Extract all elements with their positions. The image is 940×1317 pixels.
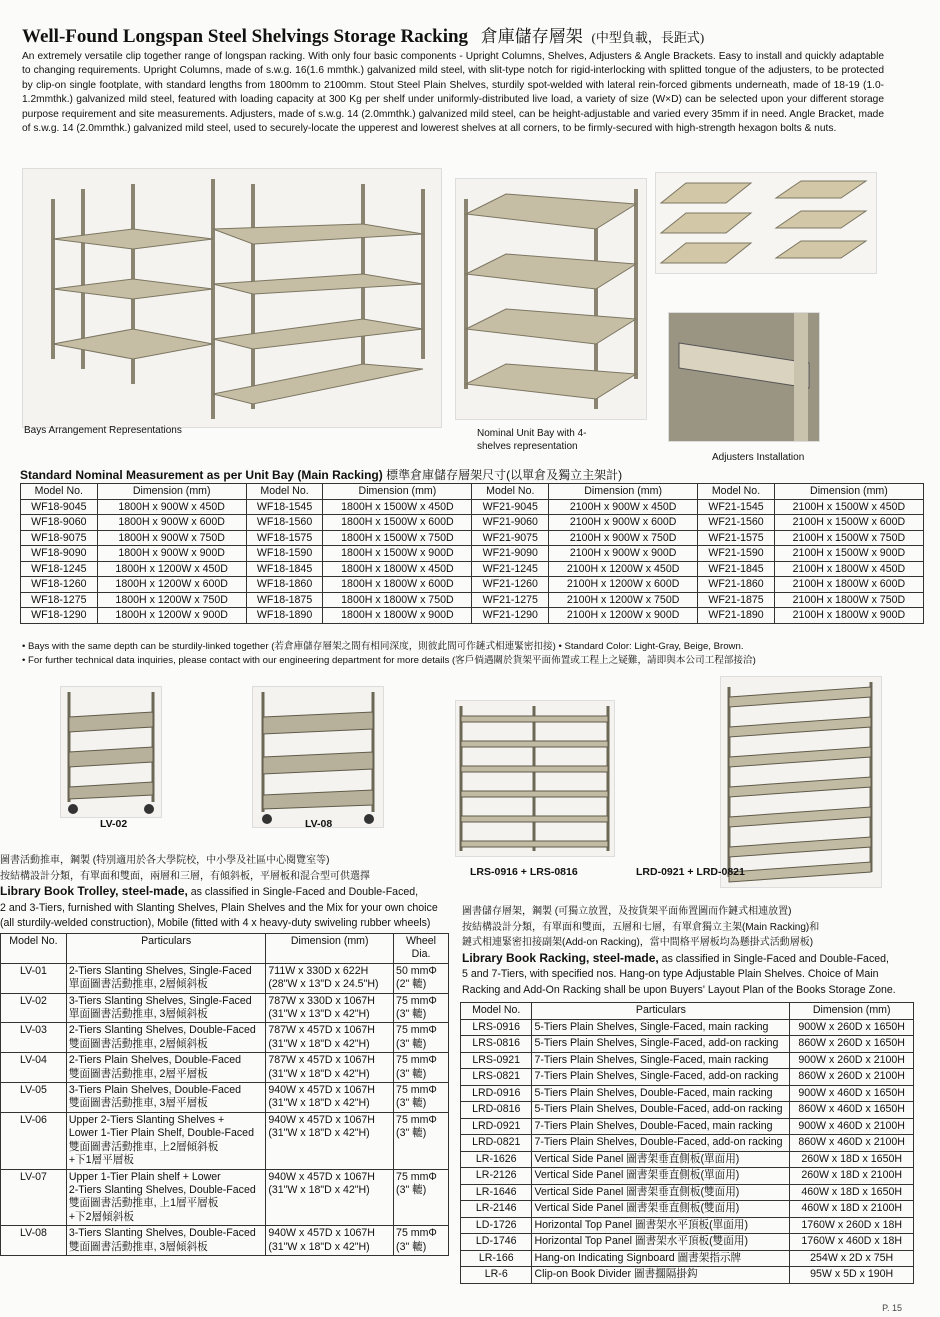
dimension-cell: 2100H x 900W x 750D (549, 530, 698, 546)
particulars-cell: Vertical Side Panel 圖書架垂直側板(雙面用) (532, 1201, 790, 1218)
table-row (1, 1053, 449, 1083)
table-row (21, 499, 924, 515)
dimension-mm: 940W x 457D x 1067H (268, 1170, 375, 1183)
wheel-cell (394, 1083, 449, 1113)
dimension-cell (266, 993, 394, 1023)
lv08-label: LV-08 (305, 818, 333, 830)
model-no-cell: LRS-0921 (461, 1052, 532, 1069)
wheel-cell (394, 1053, 449, 1083)
model-no-cell: WF21-1590 (698, 546, 775, 562)
wheel-cell (394, 1169, 449, 1226)
table-row (1, 1083, 449, 1113)
table-row (21, 592, 924, 608)
particulars-cell: 7-Tiers Plain Shelves, Single-Faced, add-on racking (532, 1069, 790, 1086)
model-no-cell: LRD-0916 (461, 1085, 532, 1102)
library-cn: 圖書儲存層架，鋼製 (可獨立放置，及按貨架平面佈置圖而作鏈式相連放置) (462, 906, 792, 917)
dimension-cell: 1800H x 1800W x 450D (323, 561, 472, 577)
std-header-cell: Model No. (21, 484, 98, 500)
std-header-cell: Model No. (246, 484, 323, 500)
std-header-cell: Model No. (698, 484, 775, 500)
particulars-cn: 單面圖書活動推車, 2層傾斜板 (68, 978, 208, 991)
dimension-cell: 900W x 260D x 2100H (790, 1052, 914, 1069)
intro-paragraph: An extremely versatile clip together range of longspan racking. With only four basic components - Upright Columns, Shelves, Adjusters & Angle Brackets. Easy to install and quickly adaptable to changing requirements. Upright Columns, made of s.w.g. 16(1.6 mmthk.) galvanized mild steel, with slit-type notch for rigid-interlocking with splitted tongue of the adjusters, to be protected by clip-on single footplate, with standard lengths from 1800mm to 2100mm. Stout Steel Plain Shelves, sturdily spot-welded with lateral rein-forced gibments underneath, made of 18-19 (1.0-1.2mmthk.) galvanized mild steel, featured with loading capacity at 300 Kg per shelf under uniformly-distributed live load, a variety of size (W×D) can be selected upon your different storage purpose requirement and site measurements. Adjusters, made of s.w.g. 14 (2.0mmthk.) galvanized mild steel, can be height-adjustable and varied every 35mm if in need. Angle Bracket, made of s.w.g. 14 (2.0mmthk.) galvanized mild steel, used to securely-locate the upperest and lowerest shelves at all corners, to be firmly-secured with high-strength hexagon bolts & nuts. (22, 51, 884, 135)
model-no-cell: WF18-9090 (21, 546, 98, 562)
particulars-cell: 5-Tiers Plain Shelves, Double-Faced, main racking (532, 1085, 790, 1102)
particulars-en2: Lower 1-Tier Plain Shelf, Double-Faced (68, 1127, 254, 1140)
std-header-cell: Model No. (472, 484, 549, 500)
particulars-cell: Horizontal Top Panel 圖書架水平頂板(單面用) (532, 1217, 790, 1234)
particulars-cell (66, 1053, 265, 1083)
dimension-cell (266, 1083, 394, 1113)
model-no-cell: LD-1726 (461, 1217, 532, 1234)
trolley-cn2: 按結構設計分類，有單面和雙面，兩層和三層，有傾斜板，平層板和混合型可供選擇 (0, 870, 370, 882)
particulars-cell (66, 1023, 265, 1053)
model-no-cell: WF18-1590 (246, 546, 323, 562)
particulars-en: 2-Tiers Slanting Shelves, Single-Faced (68, 964, 252, 977)
particulars-cell (66, 1112, 265, 1169)
dimension-cell: 2100H x 900W x 600D (549, 515, 698, 531)
adjusters-photo (668, 312, 820, 442)
lrs-label: LRS-0916 + LRS-0816 (470, 866, 578, 878)
wheel-cell (394, 993, 449, 1023)
dimension-cell: 2100H x 1500W x 450D (774, 499, 923, 515)
table-row (461, 1217, 914, 1234)
dimension-cell: 1800H x 1200W x 900D (97, 608, 246, 624)
title-cn-sub: (中型負載，長距式) (591, 30, 705, 45)
table-row (461, 1135, 914, 1152)
model-no-cell: WF21-1275 (472, 592, 549, 608)
model-no-cell: WF21-9090 (472, 546, 549, 562)
model-no-cell: WF18-1560 (246, 515, 323, 531)
particulars-cell (66, 1083, 265, 1113)
standard-measurement-table (20, 483, 924, 624)
dimension-cell: 1800H x 1500W x 750D (323, 530, 472, 546)
wheel-mm: 75 mmΦ (396, 1227, 437, 1240)
shelf-components-photo (655, 172, 877, 274)
lrs-racking-photo (455, 700, 615, 857)
dimension-mm: 940W x 457D x 1067H (268, 1084, 375, 1097)
dimension-cell: 860W x 260D x 2100H (790, 1069, 914, 1086)
dimension-inch: (31"W x 18"D x 42"H) (268, 1127, 370, 1140)
dimension-mm: 940W x 457D x 1067H (268, 1227, 375, 1240)
dimension-cell: 1800H x 1500W x 450D (323, 499, 472, 515)
model-no-cell: WF18-9045 (21, 499, 98, 515)
wheel-cell (394, 1226, 449, 1256)
table-row (461, 1019, 914, 1036)
particulars-cn: 雙面圖書活動推車, 上1層平層板 (68, 1197, 219, 1210)
particulars-cell: 5-Tiers Plain Shelves, Double-Faced, add-on racking (532, 1102, 790, 1119)
dimension-cell: 2100H x 1800W x 600D (774, 577, 923, 593)
dimension-cell: 2100H x 1200W x 450D (549, 561, 698, 577)
wheel-mm: 75 mmΦ (396, 1084, 437, 1097)
particulars-en: 3-Tiers Plain Shelves, Double-Faced (68, 1084, 242, 1097)
particulars-cn: 雙面圖書活動推車, 3層傾斜板 (68, 1240, 208, 1253)
model-no-cell: WF21-9075 (472, 530, 549, 546)
particulars-cell: Clip-on Book Divider 圖書擱隔掛鈎 (532, 1267, 790, 1284)
std-heading-en: Standard Nominal Measurement as per Unit Bay (Main Racking) (20, 468, 383, 482)
dimension-cell: 1800H x 1500W x 900D (323, 546, 472, 562)
std-note-1: • Bays with the same depth can be sturdily-linked together (若倉庫儲存層架之間有相同深度，則彼此間可作鏈式相連緊密扣接) • Standard Color: Light-Gray, Beige, Brown. (22, 641, 744, 652)
trolley-header-cell: Model No. (1, 934, 67, 964)
library-description (462, 904, 912, 999)
dimension-mm: 711W x 330D x 622H (268, 964, 369, 977)
dimension-cell: 860W x 460D x 2100H (790, 1135, 914, 1152)
dimension-cell: 1800H x 900W x 450D (97, 499, 246, 515)
particulars-cell (66, 1226, 265, 1256)
table-row (461, 1168, 914, 1185)
std-header-cell: Dimension (mm) (549, 484, 698, 500)
dimension-cell: 2100H x 1200W x 900D (549, 608, 698, 624)
table-row (21, 546, 924, 562)
wheel-mm: 75 mmΦ (396, 1170, 437, 1183)
dimension-cell: 2100H x 1800W x 450D (774, 561, 923, 577)
wheel-inch: (3" 轆) (396, 1067, 427, 1080)
dimension-cell: 1800H x 900W x 750D (97, 530, 246, 546)
table-row (21, 530, 924, 546)
particulars-cn2: +下1層平層板 (68, 1154, 134, 1167)
trolley-table (0, 933, 449, 1256)
dimension-mm: 787W x 457D x 1067H (268, 1054, 375, 1067)
model-no-cell: WF18-1575 (246, 530, 323, 546)
table-row (1, 963, 449, 993)
trolley-header-cell: Particulars (66, 934, 265, 964)
particulars-cn: 雙面圖書活動推車, 上2層傾斜板 (68, 1140, 219, 1153)
model-no-cell: WF21-1560 (698, 515, 775, 531)
trolley-heading: Library Book Trolley, steel-made, (0, 884, 188, 899)
wheel-inch: (3" 轆) (396, 1127, 427, 1140)
trolley-line3: (all sturdily-welded construction), Mobile (fitted with 4 x heavy-duty swiveling rubber wheels) (0, 917, 431, 930)
wheel-inch: (3" 轆) (396, 1183, 427, 1196)
dimension-cell: 95W x 5D x 190H (790, 1267, 914, 1284)
model-no-cell: WF18-1260 (21, 577, 98, 593)
model-no-cell: LRD-0821 (461, 1135, 532, 1152)
dimension-inch: (31"W x 18"D x 42"H) (268, 1097, 370, 1110)
model-no-cell: LV-04 (1, 1053, 67, 1083)
page-title (22, 22, 704, 48)
particulars-cell: 7-Tiers Plain Shelves, Single-Faced, main racking (532, 1052, 790, 1069)
model-no-cell: WF18-1245 (21, 561, 98, 577)
model-no-cell: WF21-9045 (472, 499, 549, 515)
model-no-cell: LRS-0816 (461, 1036, 532, 1053)
dimension-cell: 1800H x 900W x 600D (97, 515, 246, 531)
dimension-cell: 2100H x 1500W x 600D (774, 515, 923, 531)
wheel-mm: 50 mmΦ (396, 964, 437, 977)
std-heading-cn: 標準倉庫儲存層架尺寸(以單倉及獨立主架計) (386, 468, 623, 482)
table-row (1, 1112, 449, 1169)
particulars-en: Upper 2-Tiers Slanting Shelves + (68, 1113, 225, 1126)
model-no-cell: LR-1646 (461, 1184, 532, 1201)
particulars-en: 2-Tiers Plain Shelves, Double-Faced (68, 1054, 242, 1067)
table-row (21, 561, 924, 577)
dimension-cell: 860W x 260D x 1650H (790, 1036, 914, 1053)
dimension-cell: 1800H x 1800W x 600D (323, 577, 472, 593)
title-en: Well-Found Longspan Steel Shelvings Storage Racking (22, 26, 469, 47)
particulars-en: 2-Tiers Slanting Shelves, Double-Faced (68, 1024, 256, 1037)
particulars-cell: 5-Tiers Plain Shelves, Single-Faced, main racking (532, 1019, 790, 1036)
dimension-cell: 2100H x 1200W x 600D (549, 577, 698, 593)
wheel-inch: (3" 轆) (396, 1097, 427, 1110)
particulars-cell: 5-Tiers Plain Shelves, Single-Faced, add-on racking (532, 1036, 790, 1053)
library-line1-text: as classified in Single-Faced and Double-Faced, (658, 952, 889, 965)
model-no-cell: WF21-1875 (698, 592, 775, 608)
dimension-inch: (28"W x 13"D x 24.5"H) (268, 978, 379, 991)
dimension-mm: 787W x 457D x 1067H (268, 1024, 375, 1037)
model-no-cell: WF21-1890 (698, 608, 775, 624)
table-row (461, 1036, 914, 1053)
dimension-cell (266, 1169, 394, 1226)
dimension-cell (266, 1023, 394, 1053)
model-no-cell: LR-166 (461, 1250, 532, 1267)
dimension-inch: (31"W x 18"D x 42"H) (268, 1240, 370, 1253)
model-no-cell: WF21-1545 (698, 499, 775, 515)
trolley-description (0, 853, 452, 932)
std-header-cell: Dimension (mm) (97, 484, 246, 500)
model-no-cell: LV-08 (1, 1226, 67, 1256)
dimension-cell (266, 1053, 394, 1083)
nominal-unit-bay-photo (455, 178, 647, 420)
library-racking-table (460, 1002, 914, 1284)
particulars-cn: 雙面圖書活動推車, 3層平層板 (68, 1097, 208, 1110)
table-row (21, 608, 924, 624)
dimension-cell: 460W x 18D x 2100H (790, 1201, 914, 1218)
library-header-cell: Dimension (mm) (790, 1003, 914, 1020)
dimension-cell: 900W x 260D x 1650H (790, 1019, 914, 1036)
wheel-inch: (3" 轆) (396, 1240, 427, 1253)
dimension-cell: 1800H x 900W x 900D (97, 546, 246, 562)
model-no-cell: WF21-1290 (472, 608, 549, 624)
dimension-cell: 2100H x 1200W x 750D (549, 592, 698, 608)
particulars-en: 3-Tiers Slanting Shelves, Single-Faced (68, 994, 252, 1007)
particulars-cell (66, 963, 265, 993)
dimension-cell: 254W x 2D x 75H (790, 1250, 914, 1267)
std-note-2: • For further technical data inquiries, please contact with our engineering department for more details (客戶倘遇關於貨架平面佈置或工程上之疑難，請即與本公司工程部接洽) (22, 655, 756, 666)
table-row (461, 1184, 914, 1201)
std-header-cell: Dimension (mm) (323, 484, 472, 500)
trolley-line2: 2 and 3-Tiers, furnished with Slanting Shelves, Plain Shelves and the Mix for your own choice (0, 901, 438, 914)
table-row (1, 1169, 449, 1226)
particulars-cn2: +下2層傾斜板 (68, 1210, 134, 1223)
dimension-cell: 1800H x 1800W x 750D (323, 592, 472, 608)
library-line3: Racking and Add-On Racking shall be upon Buyers' Layout Plan of the Books Storage Zone. (462, 983, 896, 996)
table-row (1, 1023, 449, 1053)
adjusters-caption: Adjusters Installation (712, 452, 805, 463)
dimension-cell (266, 1226, 394, 1256)
model-no-cell: WF21-1575 (698, 530, 775, 546)
particulars-en: 3-Tiers Slanting Shelves, Double-Faced (68, 1227, 256, 1240)
dimension-mm: 940W x 457D x 1067H (268, 1113, 375, 1126)
title-cn: 倉庫儲存層架 (480, 27, 583, 46)
library-line2: 5 and 7-Tiers, with specified nos. Hang-on type Adjustable Plain Shelves. Choice of Main (462, 968, 879, 981)
table-row (1, 1226, 449, 1256)
model-no-cell: LR-2146 (461, 1201, 532, 1218)
model-no-cell: LV-05 (1, 1083, 67, 1113)
model-no-cell: WF21-1860 (698, 577, 775, 593)
model-no-cell: LRD-0921 (461, 1118, 532, 1135)
model-no-cell: WF18-1845 (246, 561, 323, 577)
dimension-cell: 1760W x 460D x 18H (790, 1234, 914, 1251)
wheel-cell (394, 963, 449, 993)
model-no-cell: LV-03 (1, 1023, 67, 1053)
std-header-cell: Dimension (mm) (774, 484, 923, 500)
model-no-cell: WF21-1245 (472, 561, 549, 577)
trolley-header-cell: Dimension (mm) (266, 934, 394, 964)
dimension-cell: 1760W x 260D x 18H (790, 1217, 914, 1234)
model-no-cell: WF18-1860 (246, 577, 323, 593)
particulars-cell: Vertical Side Panel 圖書架垂直側板(單面用) (532, 1168, 790, 1185)
model-no-cell: WF18-1275 (21, 592, 98, 608)
wheel-mm: 75 mmΦ (396, 1113, 437, 1126)
library-heading: Library Book Racking, steel-made, (462, 950, 659, 965)
dimension-cell: 1800H x 1200W x 750D (97, 592, 246, 608)
model-no-cell: LRS-0916 (461, 1019, 532, 1036)
model-no-cell: LR-2126 (461, 1168, 532, 1185)
dimension-cell: 1800H x 1800W x 900D (323, 608, 472, 624)
trolley-line1-text: as classified in Single-Faced and Double-Faced, (187, 886, 419, 899)
library-header-cell: Model No. (461, 1003, 532, 1020)
particulars-cell: Horizontal Top Panel 圖書架水平頂板(雙面用) (532, 1234, 790, 1251)
dimension-cell: 260W x 18D x 1650H (790, 1151, 914, 1168)
particulars-cn: 雙面圖書活動推車, 2層傾斜板 (68, 1037, 208, 1050)
dimension-cell: 900W x 460D x 1650H (790, 1085, 914, 1102)
dimension-inch: (31"W x 18"D x 42"H) (268, 1067, 370, 1080)
dimension-cell: 2100H x 1800W x 900D (774, 608, 923, 624)
particulars-cell (66, 993, 265, 1023)
wheel-inch: (2" 轆) (396, 978, 427, 991)
model-no-cell: WF18-1890 (246, 608, 323, 624)
nominal-caption: Nominal Unit Bay with 4-shelves representation (477, 428, 587, 452)
model-no-cell: LD-1746 (461, 1234, 532, 1251)
dimension-cell: 2100H x 1500W x 750D (774, 530, 923, 546)
particulars-cn: 單面圖書活動推車, 3層傾斜板 (68, 1008, 208, 1021)
dimension-cell: 2100H x 900W x 900D (549, 546, 698, 562)
model-no-cell: LRS-0821 (461, 1069, 532, 1086)
table-row (461, 1250, 914, 1267)
bays-caption: Bays Arrangement Representations (24, 425, 182, 436)
trolley-lv02-photo (60, 686, 162, 818)
table-row (1, 993, 449, 1023)
model-no-cell: LV-07 (1, 1169, 67, 1226)
trolley-cn: 圖書活動推車，鋼製 (特別適用於各大學院校，中小學及社區中心閱覽室等) (0, 855, 330, 866)
table-row (461, 1201, 914, 1218)
particulars-cell: Hang-on Indicating Signboard 圖書架指示牌 (532, 1250, 790, 1267)
particulars-en2: 2-Tiers Slanting Shelves, Double-Faced (68, 1183, 256, 1196)
dimension-cell: 260W x 18D x 2100H (790, 1168, 914, 1185)
library-cn3: 鏈式相連緊密扣接副架(Add-on Racking)，當中間格平層板均為懸掛式活動層板) (462, 937, 814, 949)
table-row (461, 1052, 914, 1069)
library-cn2: 按結構設計分類，有單面和雙面，五層和七層，有單倉獨立主架(Main Racking)和 (462, 921, 820, 933)
dimension-cell: 860W x 460D x 1650H (790, 1102, 914, 1119)
dimension-cell: 2100H x 900W x 450D (549, 499, 698, 515)
wheel-mm: 75 mmΦ (396, 1054, 437, 1067)
wheel-inch: (3" 轆) (396, 1037, 427, 1050)
table-row (461, 1085, 914, 1102)
dimension-cell: 460W x 18D x 1650H (790, 1184, 914, 1201)
wheel-inch: (3" 轆) (396, 1008, 427, 1021)
std-heading (20, 466, 622, 483)
particulars-cell: 7-Tiers Plain Shelves, Double-Faced, main racking (532, 1118, 790, 1135)
table-row (461, 1267, 914, 1284)
dimension-cell: 2100H x 1800W x 750D (774, 592, 923, 608)
trolley-lv08-photo (252, 686, 384, 828)
dimension-cell: 1800H x 1500W x 600D (323, 515, 472, 531)
wheel-mm: 75 mmΦ (396, 994, 437, 1007)
dimension-inch: (31"W x 13"D x 42"H) (268, 1008, 370, 1021)
dimension-inch: (31"W x 18"D x 42"H) (268, 1183, 370, 1196)
dimension-cell (266, 963, 394, 993)
model-no-cell: WF21-9060 (472, 515, 549, 531)
model-no-cell: WF18-1545 (246, 499, 323, 515)
table-row (461, 1069, 914, 1086)
model-no-cell: LV-06 (1, 1112, 67, 1169)
wheel-mm: 75 mmΦ (396, 1024, 437, 1037)
dimension-mm: 787W x 330D x 1067H (268, 994, 375, 1007)
wheel-cell (394, 1112, 449, 1169)
trolley-header-cell: Wheel Dia. (394, 934, 449, 964)
library-header-cell: Particulars (532, 1003, 790, 1020)
model-no-cell: WF21-1260 (472, 577, 549, 593)
table-row (21, 515, 924, 531)
model-no-cell: LR-1626 (461, 1151, 532, 1168)
wheel-cell (394, 1023, 449, 1053)
lrd-label: LRD-0921 + LRD-0821 (636, 866, 745, 878)
particulars-en: Upper 1-Tier Plain shelf + Lower (68, 1170, 221, 1183)
dimension-cell: 1800H x 1200W x 600D (97, 577, 246, 593)
page-number: P. 15 (882, 1303, 902, 1313)
model-no-cell: WF18-1875 (246, 592, 323, 608)
table-row (461, 1118, 914, 1135)
particulars-cell: Vertical Side Panel 圖書架垂直側板(雙面用) (532, 1184, 790, 1201)
model-no-cell: LV-01 (1, 963, 67, 993)
model-no-cell: WF18-9075 (21, 530, 98, 546)
model-no-cell: WF18-9060 (21, 515, 98, 531)
dimension-cell: 900W x 460D x 2100H (790, 1118, 914, 1135)
table-row (21, 577, 924, 593)
model-no-cell: WF21-1845 (698, 561, 775, 577)
dimension-cell: 1800H x 1200W x 450D (97, 561, 246, 577)
table-row (461, 1151, 914, 1168)
particulars-cell (66, 1169, 265, 1226)
bays-arrangement-photo (22, 168, 442, 428)
particulars-cell: 7-Tiers Plain Shelves, Double-Faced, add-on racking (532, 1135, 790, 1152)
lrd-racking-photo (720, 676, 882, 888)
model-no-cell: LR-6 (461, 1267, 532, 1284)
model-no-cell: WF18-1290 (21, 608, 98, 624)
dimension-cell: 2100H x 1500W x 900D (774, 546, 923, 562)
model-no-cell: LRD-0816 (461, 1102, 532, 1119)
particulars-cell: Vertical Side Panel 圖書架垂直側板(單面用) (532, 1151, 790, 1168)
particulars-cn: 雙面圖書活動推車, 2層平層板 (68, 1067, 208, 1080)
table-row (461, 1102, 914, 1119)
model-no-cell: LV-02 (1, 993, 67, 1023)
trolley-line1 (0, 884, 452, 901)
library-line1 (462, 951, 912, 968)
lv02-label: LV-02 (100, 818, 128, 830)
table-row (461, 1234, 914, 1251)
dimension-inch: (31"W x 18"D x 42"H) (268, 1037, 370, 1050)
dimension-cell (266, 1112, 394, 1169)
